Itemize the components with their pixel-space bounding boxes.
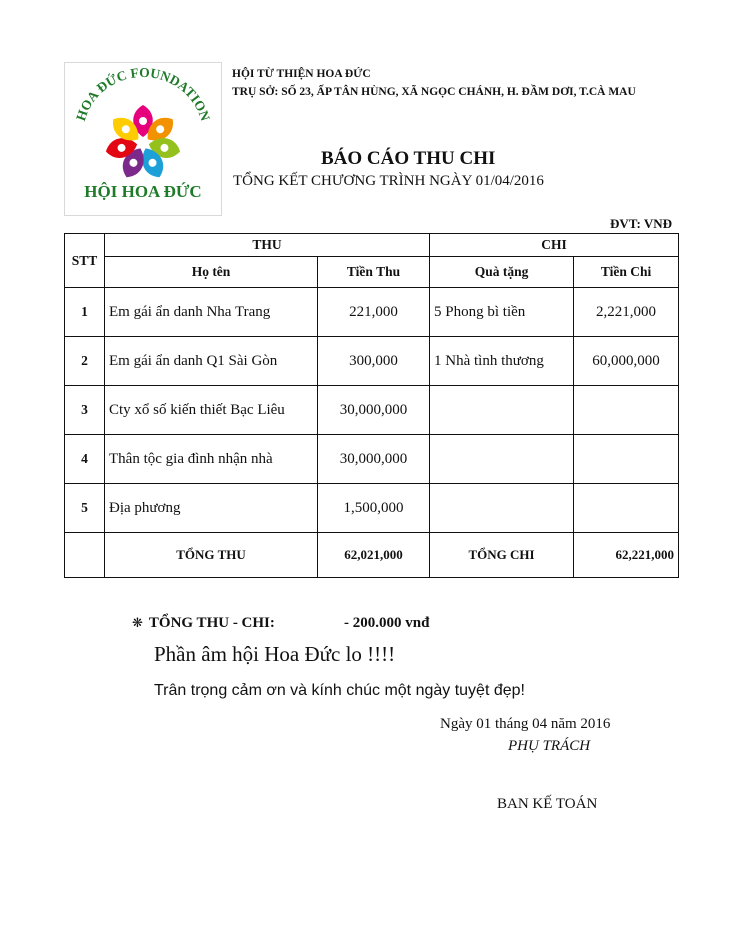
row-gift: 1 Nhà tình thương: [430, 337, 574, 386]
row-stt: 5: [65, 484, 105, 533]
total-expense-label: TỔNG CHI: [430, 533, 574, 578]
table-row: [65, 337, 679, 386]
row-expense: 60,000,000: [574, 337, 679, 386]
row-name: Cty xổ số kiến thiết Bạc Liêu: [105, 386, 318, 435]
table-row: [65, 386, 679, 435]
table-row: [65, 288, 679, 337]
row-expense: [574, 484, 679, 533]
currency-unit: ĐVT: VNĐ: [610, 216, 672, 231]
row-income: 30,000,000: [318, 386, 430, 435]
foundation-logo: [64, 62, 222, 216]
deficit-note: Phần âm hội Hoa Đức lo !!!!: [154, 642, 396, 666]
totals-stt-cell: [65, 533, 105, 578]
row-name: Em gái ẩn danh Nha Trang: [105, 288, 318, 337]
lotus-center: [138, 138, 148, 148]
column-header-gift: Quà tặng: [430, 257, 574, 288]
income-expense-table: [64, 233, 679, 578]
column-header-stt: STT: [65, 234, 105, 288]
logo-arc-text: HOA ĐỨC FOUNDATION: [72, 64, 214, 123]
row-stt: 1: [65, 288, 105, 337]
table-row: [65, 484, 679, 533]
row-stt: 4: [65, 435, 105, 484]
row-income: 30,000,000: [318, 435, 430, 484]
signature-date: Ngày 01 tháng 04 năm 2016: [440, 716, 611, 732]
asterism-icon: ❋: [132, 615, 143, 630]
thanks-message: Trân trọng cảm ơn và kính chúc một ngày tuyệt đẹp!: [154, 682, 525, 699]
table-column-header-row: [65, 257, 679, 288]
row-gift: [430, 386, 574, 435]
organization-name: HỘI TỪ THIỆN HOA ĐỨC: [232, 68, 371, 80]
organization-address: TRỤ SỞ: SỐ 23, ẤP TÂN HÙNG, XÃ NGỌC CHÁNH, H. ĐẦM DƠI, T.CÀ MAU: [232, 86, 636, 98]
group-header-thu: THU: [105, 234, 430, 257]
row-income: 221,000: [318, 288, 430, 337]
table-row: [65, 435, 679, 484]
row-expense: [574, 386, 679, 435]
row-gift: [430, 484, 574, 533]
row-gift: 5 Phong bì tiền: [430, 288, 574, 337]
total-expense-value: 62,221,000: [574, 533, 679, 578]
row-income: 1,500,000: [318, 484, 430, 533]
table-group-header-row: [65, 234, 679, 257]
signature-role: PHỤ TRÁCH: [508, 738, 591, 754]
row-expense: [574, 435, 679, 484]
group-header-chi: CHI: [430, 234, 679, 257]
row-expense: 2,221,000: [574, 288, 679, 337]
report-title: BÁO CÁO THU CHI: [321, 148, 496, 169]
balance-line: [132, 615, 430, 632]
petal-highlight: [139, 117, 147, 125]
column-header-name: Họ tên: [105, 257, 318, 288]
row-name: Em gái ẩn danh Q1 Sài Gòn: [105, 337, 318, 386]
row-income: 300,000: [318, 337, 430, 386]
total-income-label: TỔNG THU: [105, 533, 318, 578]
signature-department: BAN KẾ TOÁN: [497, 796, 598, 812]
balance-value: - 200.000 vnđ: [344, 615, 430, 631]
row-gift: [430, 435, 574, 484]
balance-label: TỔNG THU - CHI:: [148, 615, 275, 631]
column-header-income: Tiền Thu: [318, 257, 430, 288]
row-name: Địa phương: [105, 484, 318, 533]
totals-row: [65, 533, 679, 578]
column-header-expense: Tiền Chi: [574, 257, 679, 288]
row-stt: 3: [65, 386, 105, 435]
row-stt: 2: [65, 337, 105, 386]
lotus-flower-icon: [65, 63, 221, 215]
logo-bottom-text: HỘI HOA ĐỨC: [84, 182, 202, 201]
total-income-value: 62,021,000: [318, 533, 430, 578]
report-subtitle: TỔNG KẾT CHƯƠNG TRÌNH NGÀY 01/04/2016: [233, 173, 544, 189]
row-name: Thân tộc gia đình nhận nhà: [105, 435, 318, 484]
